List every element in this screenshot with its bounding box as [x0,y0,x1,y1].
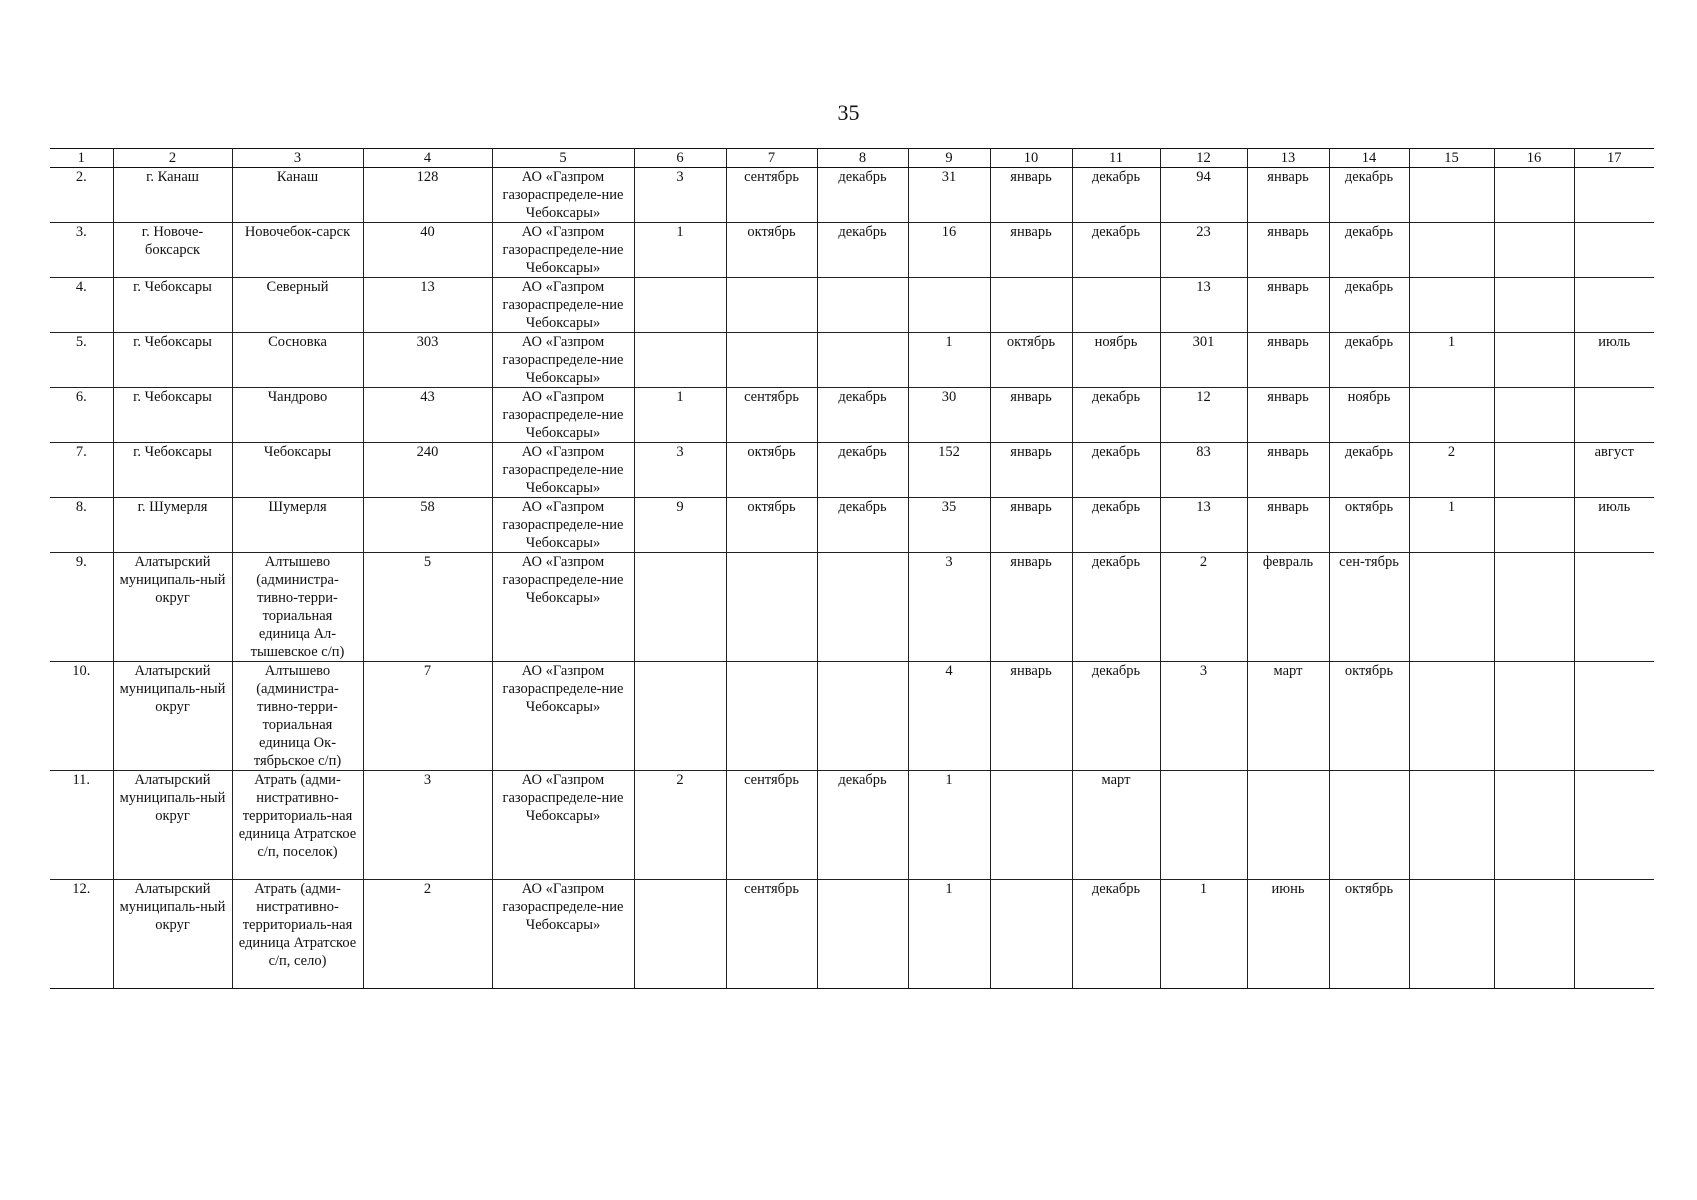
table-cell: декабрь [1072,223,1160,278]
table-cell: декабрь [817,443,908,498]
table-cell: АО «Газпром газораспределе-ние Чебоксары» [492,388,634,443]
table-cell [634,880,726,989]
table-cell [1409,278,1494,333]
table-cell [1409,223,1494,278]
table-cell [726,278,817,333]
table-cell [1494,388,1574,443]
table-cell: 7 [363,662,492,771]
table-cell: декабрь [817,223,908,278]
table-cell [1574,168,1654,223]
table-cell: 23 [1160,223,1247,278]
table-cell: Алтышево (администра-тивно-терри-ториальная единица Ок-тябрьское с/п) [232,662,363,771]
table-cell: 35 [908,498,990,553]
table-cell: 2 [1409,443,1494,498]
table-cell: г. Чебоксары [113,443,232,498]
table-cell [1494,771,1574,880]
table-cell [817,278,908,333]
table-cell: АО «Газпром газораспределе-ние Чебоксары» [492,223,634,278]
table-cell: АО «Газпром газораспределе-ние Чебоксары» [492,553,634,662]
table-cell: АО «Газпром газораспределе-ние Чебоксары» [492,278,634,333]
table-cell [1409,662,1494,771]
table-cell: 240 [363,443,492,498]
table-cell: Канаш [232,168,363,223]
table-cell: сентябрь [726,880,817,989]
table-cell: 43 [363,388,492,443]
table-row [50,662,1654,771]
table-cell: Северный [232,278,363,333]
table-cell: 16 [908,223,990,278]
table-cell: сен-тябрь [1329,553,1409,662]
table-cell: январь [1247,498,1329,553]
table-cell: 12. [50,880,113,989]
table-cell: декабрь [1072,553,1160,662]
table-cell: сентябрь [726,771,817,880]
table-cell: декабрь [1072,498,1160,553]
table-cell: сентябрь [726,168,817,223]
table-cell: 9 [634,498,726,553]
table-cell: АО «Газпром газораспределе-ние Чебоксары» [492,771,634,880]
table-cell: декабрь [1072,662,1160,771]
table-cell: 58 [363,498,492,553]
table-cell: декабрь [1072,168,1160,223]
table-cell: декабрь [1072,388,1160,443]
table-cell: март [1072,771,1160,880]
table-cell [1409,880,1494,989]
table-cell: АО «Газпром газораспределе-ние Чебоксары» [492,333,634,388]
table-cell: 31 [908,168,990,223]
table-cell: АО «Газпром газораспределе-ние Чебоксары» [492,880,634,989]
column-header: 1 [50,149,113,168]
table-cell: 1 [1160,880,1247,989]
table-cell: 3 [908,553,990,662]
column-header: 2 [113,149,232,168]
table-cell [726,662,817,771]
table-cell: 1 [634,388,726,443]
table-row [50,168,1654,223]
table-cell: октябрь [1329,880,1409,989]
column-header: 10 [990,149,1072,168]
table-cell [634,553,726,662]
table-cell: 13 [363,278,492,333]
table-cell [1574,553,1654,662]
column-header: 14 [1329,149,1409,168]
column-header: 17 [1574,149,1654,168]
table-cell: январь [1247,223,1329,278]
table-cell: Алатырский муниципаль-ный округ [113,771,232,880]
table-cell: Атрать (адми-нистративно-территориаль-ная единица Атратское с/п, село) [232,880,363,989]
table-cell: 13 [1160,278,1247,333]
table-cell [726,553,817,662]
table-cell: декабрь [817,498,908,553]
table-cell [1494,498,1574,553]
table-cell: 6. [50,388,113,443]
table-cell: 1 [908,333,990,388]
table-cell: август [1574,443,1654,498]
table-cell: июль [1574,498,1654,553]
table-cell: Шумерля [232,498,363,553]
table-cell: июнь [1247,880,1329,989]
table-cell: 8. [50,498,113,553]
table-cell [1574,662,1654,771]
column-header: 9 [908,149,990,168]
table-cell: 5 [363,553,492,662]
table-cell [1574,880,1654,989]
table-cell [1329,771,1409,880]
table-cell: январь [1247,333,1329,388]
table-cell: 3 [634,168,726,223]
table-cell: декабрь [1329,278,1409,333]
table-cell: январь [990,498,1072,553]
table-cell [634,662,726,771]
table-cell: 1 [908,771,990,880]
table-cell: январь [990,553,1072,662]
table-cell: 4. [50,278,113,333]
table-cell [1494,223,1574,278]
table-cell: Чебоксары [232,443,363,498]
table-cell: г. Новоче-боксарск [113,223,232,278]
table-cell [1494,333,1574,388]
table-cell: ноябрь [1072,333,1160,388]
table-cell [1072,278,1160,333]
table-cell [1574,771,1654,880]
column-header: 8 [817,149,908,168]
table-cell: 5. [50,333,113,388]
table-cell: декабрь [1329,168,1409,223]
column-header: 3 [232,149,363,168]
table-cell: январь [990,662,1072,771]
table-cell: октябрь [726,223,817,278]
table-cell: 30 [908,388,990,443]
table-cell [817,880,908,989]
header-row [50,149,1654,168]
table-cell [726,333,817,388]
table-cell: АО «Газпром газораспределе-ние Чебоксары» [492,498,634,553]
table-row [50,223,1654,278]
table-cell [1494,880,1574,989]
table-cell: Алатырский муниципаль-ный округ [113,553,232,662]
table-cell: Новочебок-сарск [232,223,363,278]
table-cell [634,278,726,333]
table-cell: декабрь [817,771,908,880]
table-cell: 94 [1160,168,1247,223]
column-header: 6 [634,149,726,168]
table-row [50,498,1654,553]
table-cell: 10. [50,662,113,771]
table-cell: февраль [1247,553,1329,662]
table-cell: 7. [50,443,113,498]
table-cell: декабрь [1072,443,1160,498]
table-cell: 3 [363,771,492,880]
table-cell: Атрать (адми-нистративно-территориаль-ная единица Атратское с/п, поселок) [232,771,363,880]
table-cell: январь [990,443,1072,498]
table-cell: 152 [908,443,990,498]
table-cell: 4 [908,662,990,771]
table-cell: 13 [1160,498,1247,553]
table-cell [1247,771,1329,880]
table-cell: январь [1247,443,1329,498]
column-header: 4 [363,149,492,168]
table-cell: Алтышево (администра-тивно-терри-ториальная единица Ал-тышевское с/п) [232,553,363,662]
table-cell [1409,168,1494,223]
table-cell: 1 [908,880,990,989]
table-cell: Сосновка [232,333,363,388]
table-row [50,553,1654,662]
table-cell: июль [1574,333,1654,388]
table-cell [1494,553,1574,662]
table-cell [1409,771,1494,880]
page-number: 35 [837,100,860,125]
table-cell: октябрь [726,443,817,498]
column-header: 16 [1494,149,1574,168]
column-header: 7 [726,149,817,168]
table-cell: 303 [363,333,492,388]
column-header: 15 [1409,149,1494,168]
table-cell: г. Канаш [113,168,232,223]
table-cell: 301 [1160,333,1247,388]
table-cell [1409,388,1494,443]
table-cell: 2. [50,168,113,223]
table-cell: декабрь [817,168,908,223]
table-cell [817,662,908,771]
data-table [50,148,1654,989]
table-cell: декабрь [1072,880,1160,989]
table-cell: Чандрово [232,388,363,443]
table-cell: 83 [1160,443,1247,498]
table-cell [1574,388,1654,443]
table-cell: сентябрь [726,388,817,443]
table-row [50,388,1654,443]
column-header: 11 [1072,149,1160,168]
table-cell: декабрь [1329,333,1409,388]
table-cell: 1 [1409,498,1494,553]
table-cell: 3. [50,223,113,278]
table-cell: Алатырский муниципаль-ный округ [113,662,232,771]
table-cell: ноябрь [1329,388,1409,443]
table-cell: г. Чебоксары [113,388,232,443]
table-cell: 2 [1160,553,1247,662]
table-cell [1409,553,1494,662]
table-cell [1494,168,1574,223]
table-cell [1574,223,1654,278]
table-cell: декабрь [817,388,908,443]
table-cell [1494,278,1574,333]
table-cell: г. Шумерля [113,498,232,553]
table-row [50,880,1654,989]
table-cell: январь [990,168,1072,223]
table-row [50,443,1654,498]
table-cell: Алатырский муниципаль-ный округ [113,880,232,989]
table-cell: 2 [363,880,492,989]
table-cell: 2 [634,771,726,880]
table-cell: декабрь [1329,443,1409,498]
table-cell [908,278,990,333]
table-cell: 3 [1160,662,1247,771]
table-cell: октябрь [1329,662,1409,771]
table-cell: октябрь [1329,498,1409,553]
column-header: 5 [492,149,634,168]
table-cell: г. Чебоксары [113,278,232,333]
table-cell: январь [1247,168,1329,223]
table-cell: АО «Газпром газораспределе-ние Чебоксары» [492,443,634,498]
table-cell [1494,662,1574,771]
table-cell: октябрь [990,333,1072,388]
table-cell [990,278,1072,333]
table-cell: 12 [1160,388,1247,443]
table-cell: январь [1247,388,1329,443]
table-cell: 40 [363,223,492,278]
table-cell: январь [990,388,1072,443]
table-cell [634,333,726,388]
table-cell: 1 [634,223,726,278]
table-cell [1494,443,1574,498]
column-header: 13 [1247,149,1329,168]
table-cell: 9. [50,553,113,662]
table-cell: 1 [1409,333,1494,388]
table-cell [817,553,908,662]
table-cell: 3 [634,443,726,498]
table-cell [990,880,1072,989]
table-cell: декабрь [1329,223,1409,278]
table-row [50,278,1654,333]
table-cell: март [1247,662,1329,771]
table-cell: октябрь [726,498,817,553]
table-cell [1574,278,1654,333]
table-row [50,771,1654,880]
table-row [50,333,1654,388]
table-cell: январь [1247,278,1329,333]
column-header: 12 [1160,149,1247,168]
table-cell [1160,771,1247,880]
table-cell: г. Чебоксары [113,333,232,388]
table-cell: 11. [50,771,113,880]
table-cell: январь [990,223,1072,278]
table-cell: АО «Газпром газораспределе-ние Чебоксары» [492,168,634,223]
table-cell: 128 [363,168,492,223]
table-cell [990,771,1072,880]
table-cell [817,333,908,388]
table-cell: АО «Газпром газораспределе-ние Чебоксары» [492,662,634,771]
